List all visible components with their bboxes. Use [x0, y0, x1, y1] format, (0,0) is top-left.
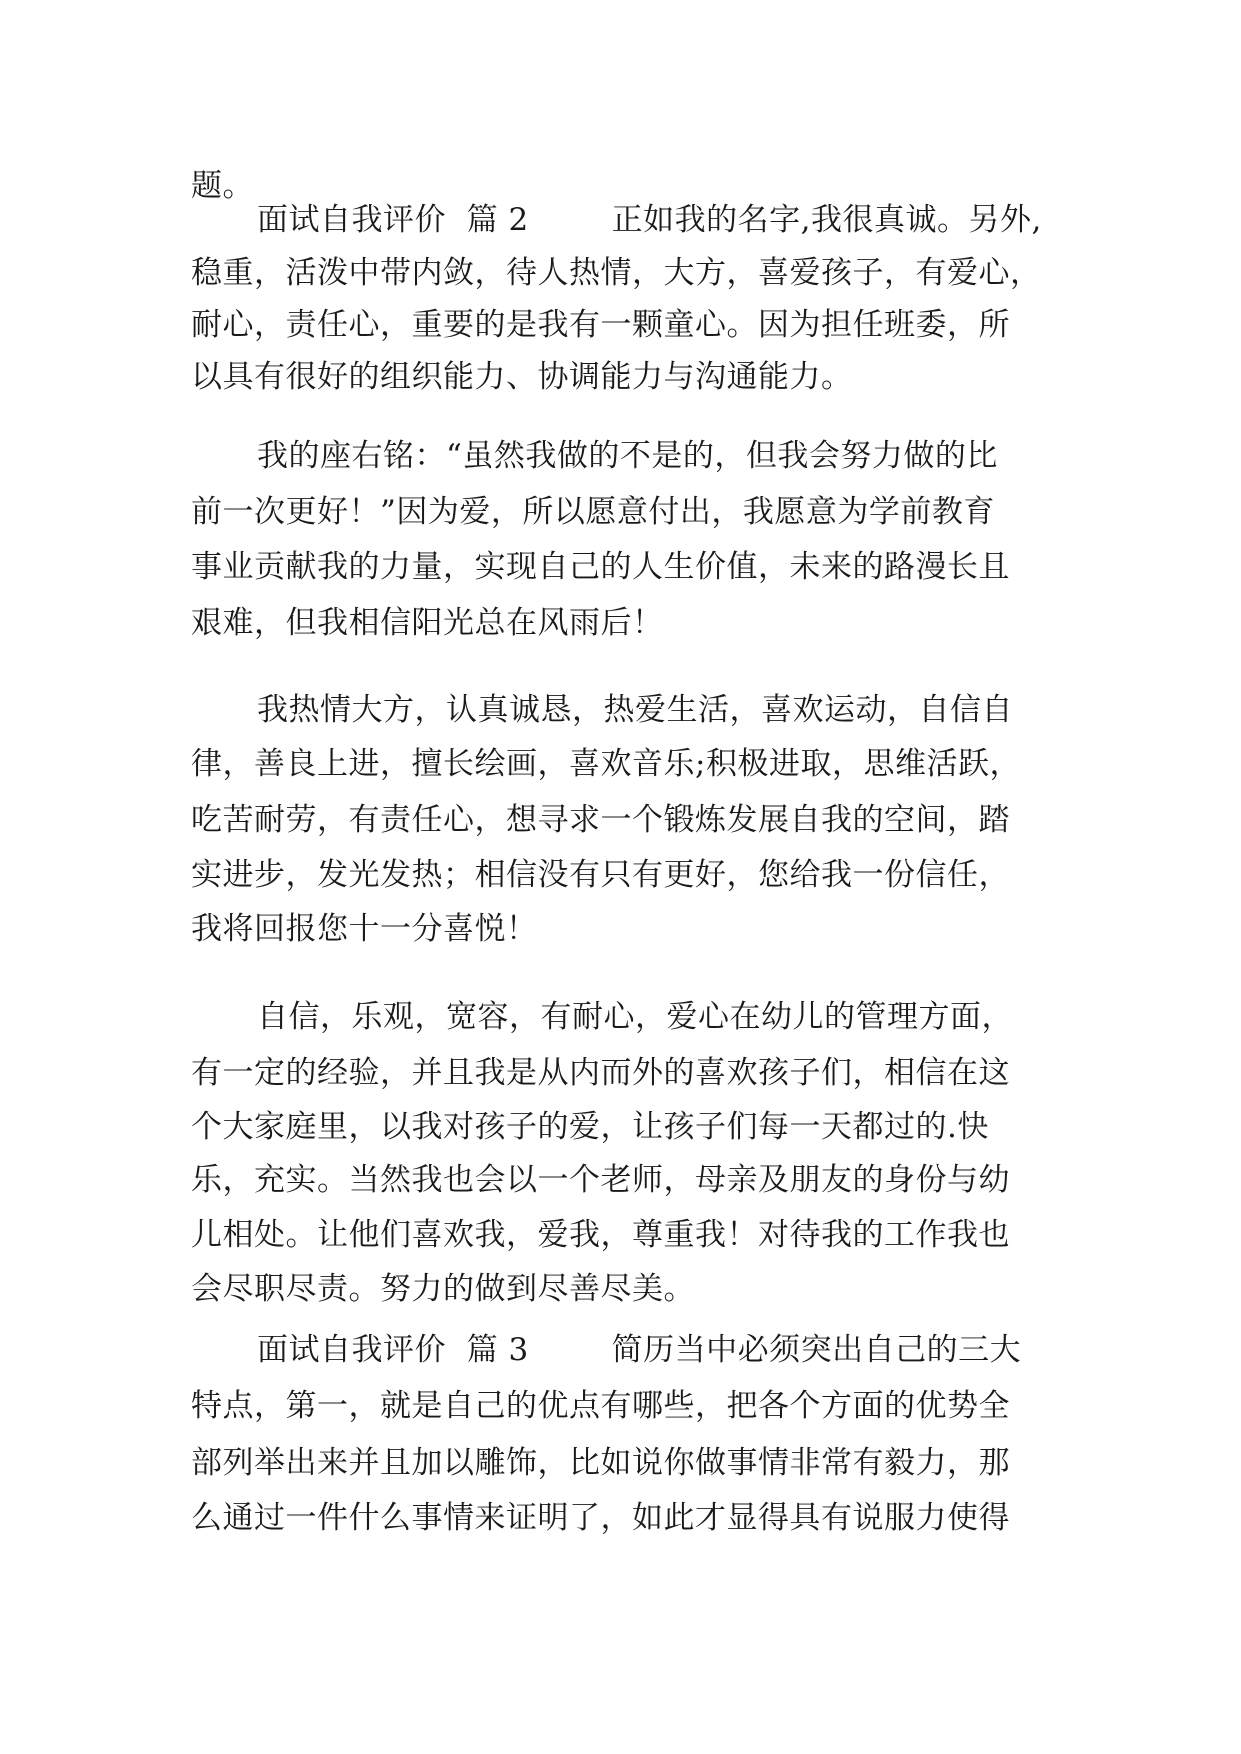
text-line: 律，善良上进，擅长绘画，喜欢音乐;积极进取，思维活跃， [191, 746, 1021, 782]
text-line: 艰难，但我相信阳光总在风雨后！ [191, 605, 664, 641]
text-line: 耐心，责任心，重要的是我有一颗童心。因为担任班委，所 [191, 307, 1010, 343]
section-heading-line: 面试自我评价 篇 2 正如我的名字,我很真诚。另外, [257, 202, 1042, 238]
text-line: 会尽职尽责。努力的做到尽善尽美。 [191, 1271, 695, 1307]
text-line: 么通过一件什么事情来证明了，如此才显得具有说服力使得 [191, 1500, 1010, 1536]
text-line: 稳重，活泼中带内敛，待人热情，大方，喜爱孩子，有爱心， [191, 255, 1042, 291]
section-heading-line: 面试自我评价 篇 3 简历当中必须突出自己的三大 [257, 1332, 1022, 1368]
text-line: 个大家庭里，以我对孩子的爱，让孩子们每一天都过的.快 [191, 1109, 989, 1145]
text-line: 乐，充实。当然我也会以一个老师，母亲及朋友的身份与幼 [191, 1162, 1010, 1198]
text-line: 部列举出来并且加以雕饰，比如说你做事情非常有毅力，那 [191, 1445, 1010, 1481]
text-line: 题。 [191, 168, 254, 204]
paragraph-start-line: 我的座右铭：“虽然我做的不是的，但我会努力做的比 [257, 438, 998, 474]
text-line: 吃苦耐劳，有责任心，想寻求一个锻炼发展自我的空间，踏 [191, 802, 1010, 838]
text-line: 我将回报您十一分喜悦！ [191, 911, 538, 947]
paragraph-start-line: 我热情大方，认真诚恳，热爱生活，喜欢运动，自信自 [257, 692, 1013, 728]
paragraph-start-line: 自信，乐观，宽容，有耐心，爱心在幼儿的管理方面， [257, 999, 1013, 1035]
text-line: 前一次更好！”因为爱，所以愿意付出，我愿意为学前教育 [191, 494, 995, 530]
text-line: 实进步，发光发热；相信没有只有更好，您给我一份信任， [191, 857, 1010, 893]
text-line: 事业贡献我的力量，实现自己的人生价值，未来的路漫长且 [191, 549, 1010, 585]
text-line: 有一定的经验，并且我是从内而外的喜欢孩子们，相信在这 [191, 1055, 1010, 1091]
text-line: 以具有很好的组织能力、协调能力与沟通能力。 [191, 359, 853, 395]
text-line: 特点，第一，就是自己的优点有哪些，把各个方面的优势全 [191, 1388, 1010, 1424]
text-line: 儿相处。让他们喜欢我，爱我，尊重我！对待我的工作我也 [191, 1217, 1010, 1253]
